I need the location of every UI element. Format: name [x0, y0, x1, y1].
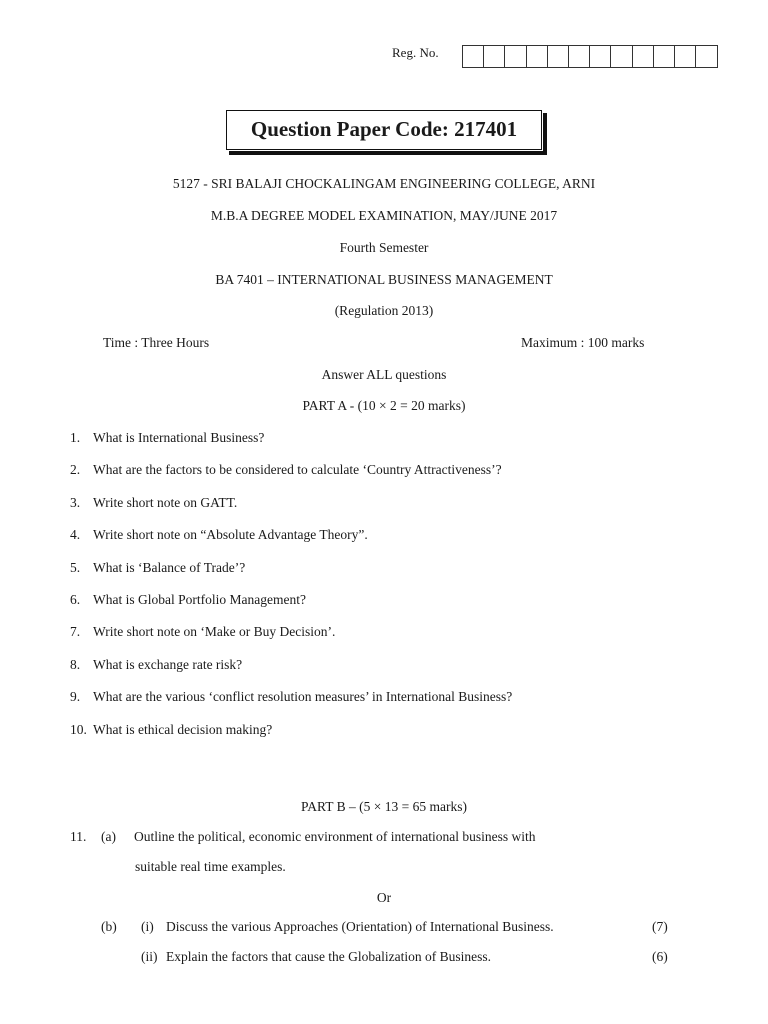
q11b-i-text: Discuss the various Approaches (Orientation) of International Business.	[166, 919, 554, 934]
question-number: 6.	[70, 592, 81, 607]
college-name: 5127 - SRI BALAJI CHOCKALINGAM ENGINEERING COLLEGE, ARNI	[172, 176, 596, 191]
question-text: What is International Business?	[93, 430, 265, 445]
reg-no-box[interactable]	[675, 46, 696, 67]
regulation: (Regulation 2013)	[334, 303, 434, 318]
question-number: 3.	[70, 495, 81, 510]
question-text: What is ethical decision making?	[93, 722, 273, 737]
exam-title: M.B.A DEGREE MODEL EXAMINATION, MAY/JUNE 2017	[210, 208, 558, 223]
question-text: What are the factors to be considered to calculate ‘Country Attractiveness’?	[93, 462, 502, 477]
question-number: 7.	[70, 624, 81, 639]
q11a-label: (a)	[101, 829, 116, 844]
question-number: 2.	[70, 462, 81, 477]
q11b-i-label: (i)	[141, 919, 154, 934]
question-number: 1.	[70, 430, 81, 445]
q11-number: 11.	[70, 829, 87, 844]
reg-no-box[interactable]	[463, 46, 484, 67]
reg-no-box[interactable]	[611, 46, 632, 67]
q11b-ii-label: (ii)	[141, 949, 158, 964]
question-text: What is ‘Balance of Trade’?	[93, 560, 246, 575]
question-text: Write short note on GATT.	[93, 495, 238, 510]
part-b-title: PART B – (5 × 13 = 65 marks)	[301, 799, 467, 814]
question-text: What are the various ‘conflict resolution measures’ in International Business?	[93, 689, 513, 704]
course-title: BA 7401 – INTERNATIONAL BUSINESS MANAGEMENT	[215, 272, 553, 287]
reg-no-box[interactable]	[505, 46, 526, 67]
paper-code: Question Paper Code: 217401	[250, 117, 518, 141]
reg-no-box[interactable]	[654, 46, 675, 67]
question-text: What is exchange rate risk?	[93, 657, 243, 672]
q11a-text-line2: suitable real time examples.	[135, 859, 286, 874]
question-number: 5.	[70, 560, 81, 575]
question-text: Write short note on “Absolute Advantage Theory”.	[93, 527, 368, 542]
q11b-ii-marks: (6)	[652, 949, 668, 964]
reg-no-box[interactable]	[696, 46, 717, 67]
q11a-text-line1: Outline the political, economic environment of international business with	[134, 829, 536, 844]
q11b-i-marks: (7)	[652, 919, 668, 934]
reg-no-box[interactable]	[569, 46, 590, 67]
reg-no-box[interactable]	[633, 46, 654, 67]
reg-no-box[interactable]	[527, 46, 548, 67]
q11b-ii-text: Explain the factors that cause the Globalization of Business.	[166, 949, 492, 964]
question-number: 9.	[70, 689, 81, 704]
question-text: What is Global Portfolio Management?	[93, 592, 306, 607]
paper-code-box	[226, 110, 542, 150]
q11b-label: (b)	[101, 919, 117, 934]
reg-no-box[interactable]	[590, 46, 611, 67]
question-number: 8.	[70, 657, 81, 672]
reg-no-box[interactable]	[548, 46, 569, 67]
semester: Fourth Semester	[339, 240, 429, 255]
part-a-title: PART A - (10 × 2 = 20 marks)	[302, 398, 466, 413]
question-text: Write short note on ‘Make or Buy Decision’.	[93, 624, 336, 639]
reg-no-box[interactable]	[484, 46, 505, 67]
or-separator: Or	[376, 890, 392, 905]
reg-no-boxes[interactable]	[462, 45, 718, 68]
time-allowed: Time : Three Hours	[103, 335, 210, 350]
question-number: 10.	[70, 722, 87, 737]
question-number: 4.	[70, 527, 81, 542]
reg-no-label: Reg. No.	[392, 45, 439, 60]
max-marks: Maximum : 100 marks	[521, 335, 645, 350]
instruction: Answer ALL questions	[321, 367, 447, 382]
